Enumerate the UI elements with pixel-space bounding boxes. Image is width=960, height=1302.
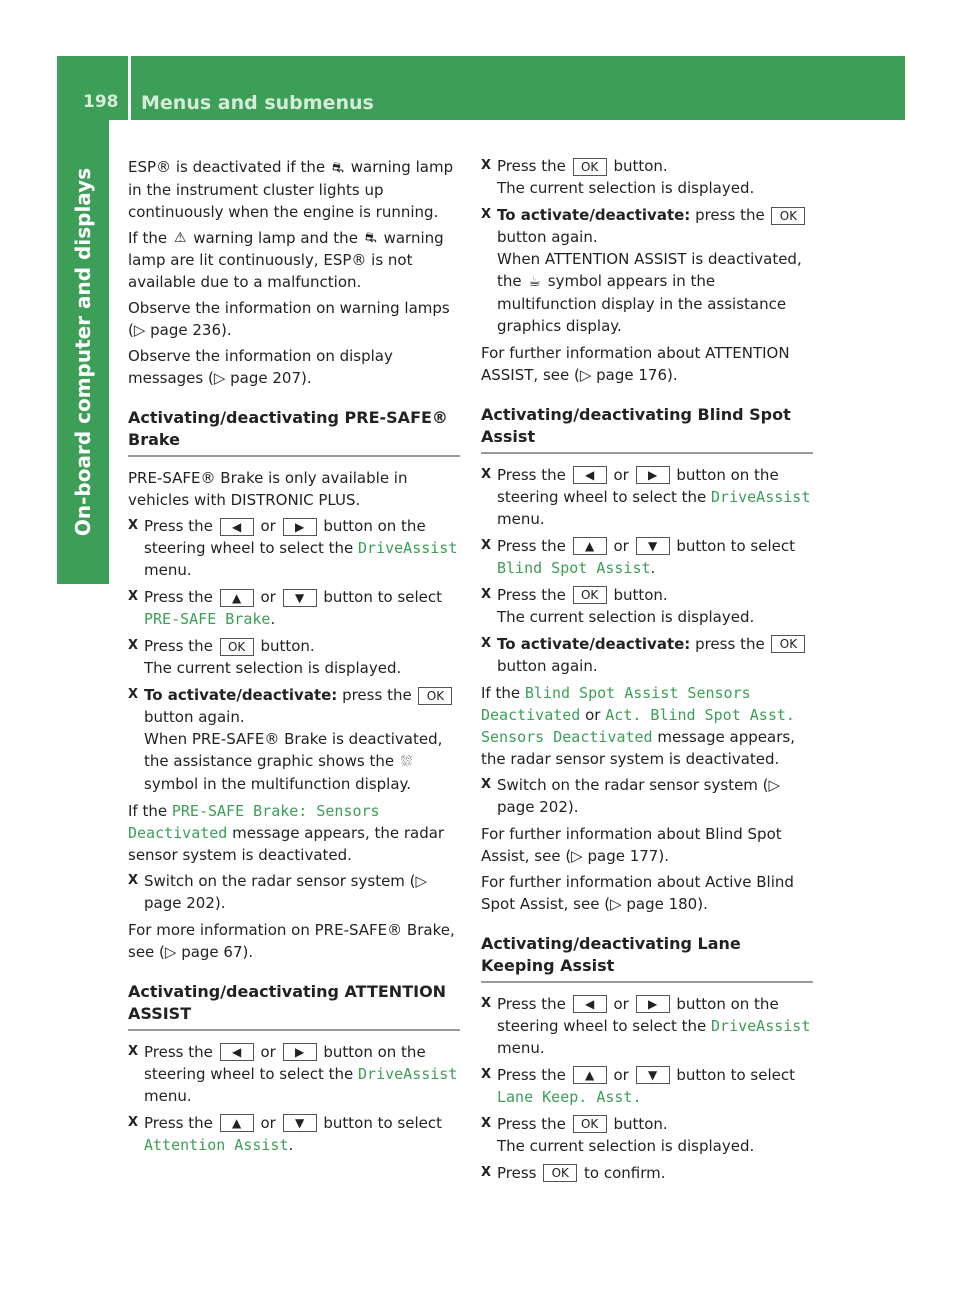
right-key: ▶ [283, 518, 317, 536]
ok-key: OK [771, 207, 805, 225]
step-arrow: X [128, 518, 139, 533]
up-key: ▲ [220, 1114, 254, 1132]
step-arrow: X [481, 1115, 492, 1131]
right-key: ▶ [283, 1043, 317, 1061]
step-item: X Press the ▲ or ▼ button to select Lane Keep. Asst. [481, 1065, 795, 1106]
step-arrow: X [128, 872, 139, 888]
ok-key: OK [418, 687, 452, 705]
blind-spot-more-info: For further information about Blind Spot Assist, see (▷ page 177). [481, 824, 782, 865]
menu-name: Attention Assist [144, 1135, 289, 1154]
warning-lamps-ref: Observe the information on warning lamps (▷ page 236). [128, 299, 450, 339]
menu-name: DriveAssist [711, 487, 811, 506]
left-column [128, 156, 460, 1161]
presafe-sensor-paragraph: If the PRE-SAFE Brake: Sensors Deactivated message appears, the radar sensor system is deactivated. [128, 801, 445, 864]
step-item: X To activate/deactivate: press the OK button again. When PRE-SAFE® Brake is deactivated, the assistance graphic shows the ⛆ symbol in the multifunction display. [128, 684, 460, 795]
step-arrow: X [481, 776, 492, 792]
header-divider [128, 56, 131, 120]
malfunction-paragraph: If the ⚠ warning lamp and the ⛐ warning lamp are lit continuously, ESP® is not available due to a malfunction. [128, 228, 444, 291]
chapter-label: On-board computer and displays [71, 167, 95, 537]
menu-name: PRE-SAFE Brake [144, 610, 271, 628]
menu-name: DriveAssist [358, 539, 458, 557]
up-key: ▲ [220, 589, 254, 607]
blind-spot-sensor-paragraph: If the Blind Spot Assist Sensors Deactivated or Act. Blind Spot Asst. Sensors Deactivated message appears, the radar sensor system is deactivated. [481, 683, 795, 768]
chapter-sidebar [57, 120, 109, 584]
step-arrow: X [481, 1066, 492, 1082]
step-item: X Press the ▲ or ▼ button to select PRE-SAFE Brake. [128, 588, 442, 628]
step-arrow: X [128, 589, 139, 604]
down-key: ▼ [283, 1114, 317, 1132]
step-arrow: X [481, 466, 492, 482]
page-number: 198 [83, 92, 119, 112]
step-item: X Press the ◀ or ▶ button on the steering wheel to select the DriveAssist menu. [481, 994, 811, 1057]
step-item: X To activate/deactivate: press the OK button again. When ATTENTION ASSIST is deactivated, the ☕ symbol appears in the multifunction display in the assistance graphics display. [481, 204, 813, 337]
attention-assist-off-icon: ☕ [528, 273, 541, 290]
menu-name: DriveAssist [711, 1016, 811, 1035]
step-item: X Press the OK button. The current selection is displayed. [481, 157, 755, 197]
step-item: X Press the OK button. The current selection is displayed. [128, 637, 402, 677]
ok-key: OK [220, 638, 254, 656]
esp-off-icon: ⛐ [364, 230, 377, 246]
display-message: Deactivated [128, 823, 228, 842]
step-arrow: X [481, 207, 492, 222]
ok-key: OK [573, 1115, 607, 1133]
step-arrow: X [128, 638, 139, 653]
display-message: PRE-SAFE Brake: Sensors [171, 801, 380, 820]
display-message: Blind Spot Assist Sensors Deactivated [481, 683, 751, 724]
step-item: X Switch on the radar sensor system (▷ page 202). [128, 871, 428, 912]
blind-spot-heading: Activating/deactivating Blind Spot Assist [481, 404, 813, 454]
step-item: X Press the OK button. The current selection is displayed. [481, 1114, 755, 1155]
ok-key: OK [543, 1164, 577, 1182]
step-item: X Press the ◀ or ▶ button on the steering wheel to select the DriveAssist menu. [128, 1042, 458, 1105]
menu-name: Lane Keep. Asst. [497, 1087, 642, 1106]
step-arrow: X [481, 158, 492, 173]
step-item: X To activate/deactivate: press the OK button again. [481, 633, 813, 677]
page-title: Menus and submenus [141, 92, 374, 114]
ok-key: OK [771, 635, 805, 653]
step-arrow: X [128, 687, 139, 702]
step-item: X Press the ◀ or ▶ button on the steering wheel to select the DriveAssist menu. [128, 517, 458, 579]
attention-more-info: For further information about ATTENTION ASSIST, see (▷ page 176). [481, 343, 790, 384]
step-item: X Press OK to confirm. [481, 1163, 666, 1182]
step-arrow: X [481, 635, 492, 651]
presafe-off-icon: ⛆ [400, 753, 413, 770]
left-key: ◀ [573, 466, 607, 484]
step-item: X Press the ▲ or ▼ button to select Attention Assist. [128, 1113, 442, 1154]
step-arrow: X [481, 586, 492, 602]
right-key: ▶ [636, 466, 670, 484]
right-key: ▶ [636, 995, 670, 1013]
left-key: ◀ [220, 518, 254, 536]
up-key: ▲ [573, 537, 607, 555]
active-blind-spot-more-info: For further information about Active Blind Spot Assist, see (▷ page 180). [481, 872, 794, 913]
esp-warning-icon: ⚠ [173, 230, 187, 246]
display-message: Act. Blind Spot Asst. Sensors Deactivated [481, 705, 795, 746]
step-item: X Press the ◀ or ▶ button on the steering wheel to select the DriveAssist menu. [481, 465, 811, 528]
presafe-heading: Activating/deactivating PRE-SAFE® Brake [128, 407, 460, 457]
down-key: ▼ [636, 1066, 670, 1084]
ok-key: OK [573, 158, 607, 176]
step-arrow: X [481, 995, 492, 1011]
left-key: ◀ [220, 1043, 254, 1061]
lane-keeping-heading: Activating/deactivating Lane Keeping Assist [481, 933, 813, 983]
right-column [481, 155, 813, 1189]
step-item: X Press the ▲ or ▼ button to select Blind Spot Assist. [481, 536, 795, 577]
page-header [57, 56, 905, 120]
menu-name: Blind Spot Assist [497, 558, 651, 577]
display-messages-ref: Observe the information on display messages (▷ page 207). [128, 347, 393, 387]
presafe-more-info: For more information on PRE-SAFE® Brake, see (▷ page 67). [128, 920, 455, 961]
down-key: ▼ [636, 537, 670, 555]
esp-paragraph: ESP® is deactivated if the ⛐ warning lamp in the instrument cluster lights up continuously when the engine is running. [128, 158, 454, 221]
attention-heading: Activating/deactivating ATTENTION ASSIST [128, 981, 460, 1031]
step-item: X Press the OK button. The current selection is displayed. [481, 585, 755, 626]
left-key: ◀ [573, 995, 607, 1013]
step-arrow: X [481, 1164, 492, 1180]
up-key: ▲ [573, 1066, 607, 1084]
menu-name: DriveAssist [358, 1064, 458, 1083]
step-item: X Switch on the radar sensor system (▷ page 202). [481, 775, 781, 816]
step-arrow: X [481, 537, 492, 553]
step-arrow: X [128, 1043, 139, 1059]
presafe-intro: PRE-SAFE® Brake is only available in vehicles with DISTRONIC PLUS. [128, 469, 408, 509]
ok-key: OK [573, 586, 607, 604]
esp-off-icon: ⛐ [331, 159, 344, 176]
down-key: ▼ [283, 589, 317, 607]
step-arrow: X [128, 1114, 139, 1130]
